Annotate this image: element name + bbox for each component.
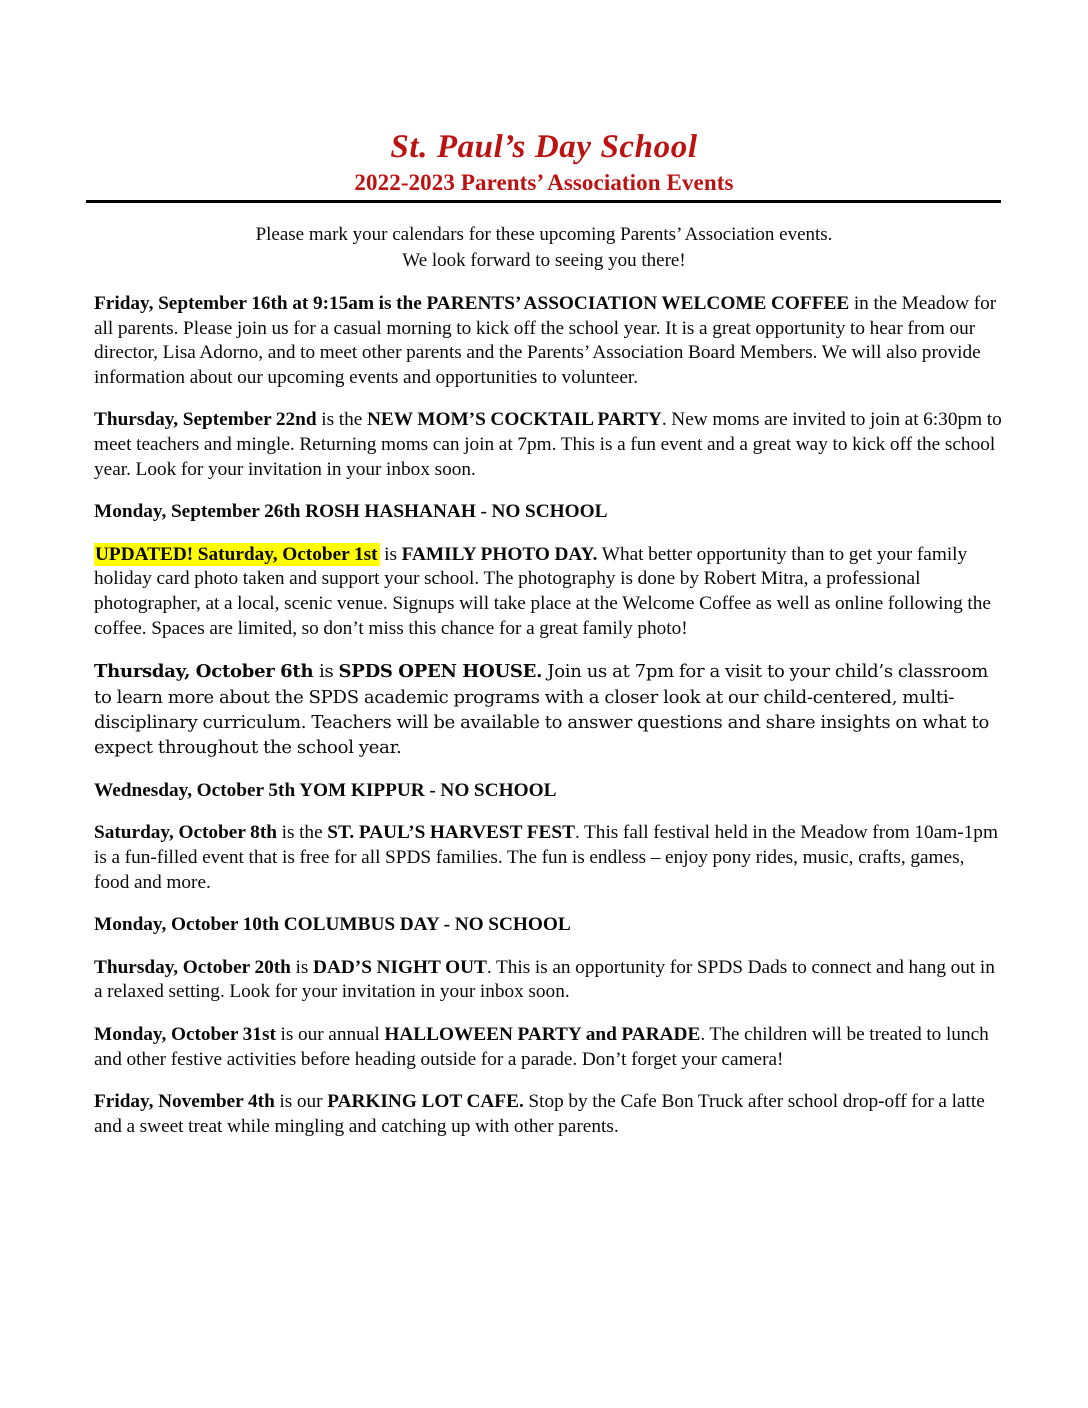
event-spds-open-house <box>94 659 1002 761</box>
updated-highlight-badge: UPDATED! Saturday, October 1st <box>95 543 378 565</box>
intro-line-1: Please mark your calendars for these upcoming Parents’ Association events. <box>255 224 833 245</box>
event-new-moms-cocktail-party <box>94 408 1002 482</box>
event-description: Stop by the Cafe Bon Truck after school drop-off for a latte and a sweet treat while mingling and catching up with other parents. <box>94 1091 985 1137</box>
event-description: . This is an opportunity for SPDS Dads to connect and hang out in a relaxed setting. Look for your invitation in your inbox soon. <box>94 956 995 1003</box>
event-date: Monday, September 26th ROSH HASHANAH - NO SCHOOL <box>94 501 608 523</box>
event-harvest-fest <box>94 821 1002 895</box>
event-date: Monday, October 31st <box>94 1023 281 1045</box>
event-family-photo-day <box>94 543 1002 641</box>
event-connector: is our annual <box>280 1023 385 1045</box>
document-header <box>0 128 1088 197</box>
event-columbus-day <box>94 913 1002 938</box>
event-halloween-party-and-parade <box>94 1023 1002 1072</box>
event-connector: is the <box>321 409 367 431</box>
event-name: PARENTS’ ASSOCIATION WELCOME COFFEE <box>426 293 850 314</box>
page-title: St. Paul’s Day School <box>390 129 698 165</box>
event-name: PARKING LOT CAFE. <box>327 1091 524 1113</box>
event-connector: is <box>379 543 402 565</box>
event-description: Join us at 7pm for a visit to your child’s classroom to learn more about the SPDS academic programs with a closer look at our child-centered, multi-disciplinary curriculum. Teachers will be available to answer questions and share insights on what to expect throughout the school year. <box>94 661 990 759</box>
event-dads-night-out <box>94 956 1002 1005</box>
event-connector: is the <box>281 822 328 844</box>
event-date: Friday, November 4th <box>94 1091 280 1113</box>
event-description: What better opportunity than to get your family holiday card photo taken and support your school. The photography is done by Robert Mitra, a professional photographer, at a local, scenic venue. Signups will take place at the Welcome Coffee as well as online following the coffee. Spaces are limited, so don’t miss this chance for a great family photo! <box>94 543 991 639</box>
event-welcome-coffee <box>94 292 1002 390</box>
intro-block <box>0 222 1088 274</box>
event-connector: is <box>318 661 339 683</box>
event-date: Saturday, October 8th <box>94 822 282 844</box>
event-date: Thursday, October 6th <box>94 661 319 683</box>
event-rosh-hashanah <box>94 500 1002 525</box>
event-connector: is <box>295 956 314 978</box>
event-yom-kippur <box>94 779 1002 804</box>
header-divider <box>86 200 1001 203</box>
event-name: SPDS OPEN HOUSE. <box>338 661 543 683</box>
events-list <box>94 292 1002 1157</box>
event-date: Thursday, September 22nd <box>94 409 322 431</box>
event-description: . The children will be treated to lunch and other festive activities before heading outside for a parade. Don’t forget your camera! <box>94 1023 989 1070</box>
event-name: ST. PAUL’S HARVEST FEST <box>327 822 575 844</box>
event-name: NEW MOM’S COCKTAIL PARTY <box>366 409 662 431</box>
event-date: Thursday, October 20th <box>94 956 296 978</box>
event-description: . New moms are invited to join at 6:30pm to meet teachers and mingle. Returning moms can join at 7pm. This is a fun event and a great way to kick off the school year. Look for your invitation in your inbox soon. <box>94 409 1002 480</box>
intro-line-2: We look forward to seeing you there! <box>402 250 686 271</box>
event-name: HALLOWEEN PARTY and PARADE <box>384 1023 701 1045</box>
event-connector: is our <box>279 1091 328 1113</box>
event-date: Monday, October 10th COLUMBUS DAY - NO SCHOOL <box>94 914 571 936</box>
event-parking-lot-cafe <box>94 1090 1002 1139</box>
event-name: DAD’S NIGHT OUT <box>313 956 487 978</box>
event-description: . This fall festival held in the Meadow from 10am-1pm is a fun-filled event that is free for all SPDS families. The fun is endless – enjoy pony rides, music, crafts, games, food and more. <box>94 822 998 893</box>
event-date: Friday, September 16th at 9:15am is the <box>94 293 427 314</box>
event-description: in the Meadow for all parents. Please join us for a casual morning to kick off the school year. It is a great opportunity to hear from our director, Lisa Adorno, and to meet other parents and the Parents’ Association Board Members. We will also provide information about our upcoming events and opportunities to volunteer. <box>94 293 997 388</box>
event-date: Wednesday, October 5th YOM KIPPUR - NO SCHOOL <box>94 779 557 801</box>
event-name: FAMILY PHOTO DAY. <box>401 543 598 565</box>
page-subtitle: 2022-2023 Parents’ Association Events <box>354 170 734 195</box>
